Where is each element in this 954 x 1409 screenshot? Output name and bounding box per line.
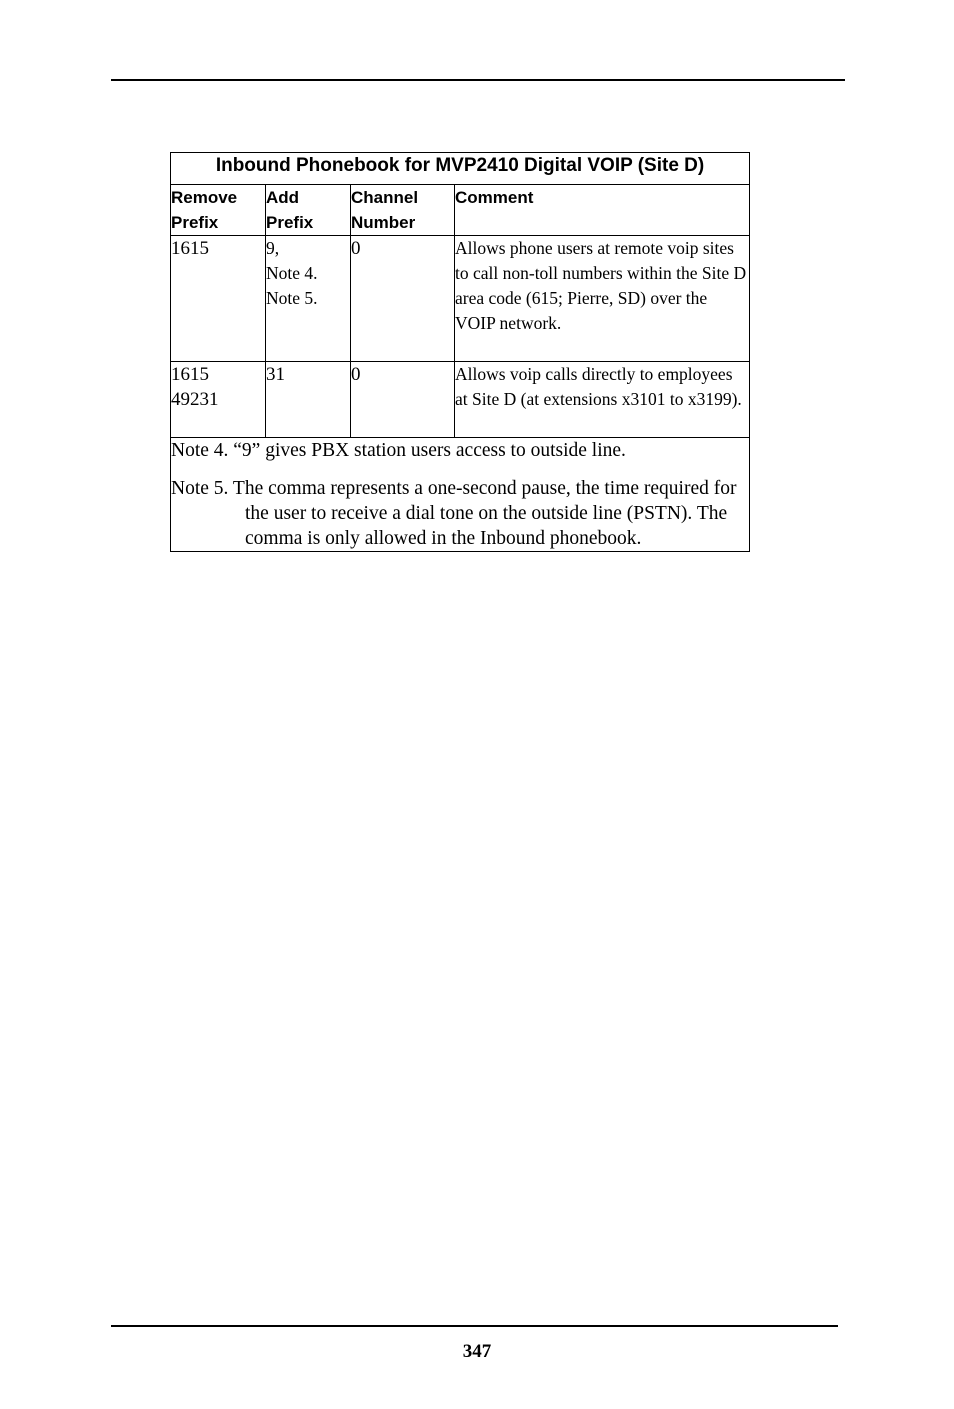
channel-number-cell: 0 xyxy=(351,362,455,438)
header-rule xyxy=(111,79,845,81)
remove-prefix-cell: 1615 xyxy=(171,236,266,362)
comment-cell: Allows voip calls directly to employees at Site D (at extensions x3101 to x3199). xyxy=(455,362,750,438)
page-number: 347 xyxy=(462,1341,492,1362)
column-header-add-prefix: Add Prefix xyxy=(266,185,351,236)
table-row xyxy=(171,236,750,362)
add-prefix-cell: 31 xyxy=(266,362,351,438)
notes-row xyxy=(171,438,750,552)
column-header-remove-prefix: Remove Prefix xyxy=(171,185,266,236)
add-prefix-cell: 9, Note 4. Note 5. xyxy=(266,236,351,362)
column-header-channel-number: Channel Number xyxy=(351,185,455,236)
inbound-phonebook-table xyxy=(170,152,750,552)
notes-cell xyxy=(171,438,750,552)
remove-prefix-cell: 1615 49231 xyxy=(171,362,266,438)
note-4: Note 4. “9” gives PBX station users access to outside line. xyxy=(171,440,626,461)
note-5: Note 5. The comma represents a one-second pause, the time required for the user to receive a dial tone on the outside line (PSTN). The comma is only allowed in the Inbound phonebook. xyxy=(171,478,737,549)
comment-cell: Allows phone users at remote voip sites to call non-toll numbers within the Site D area code (615; Pierre, SD) over the VOIP network. xyxy=(455,236,750,362)
channel-number-cell: 0 xyxy=(351,236,455,362)
table-row xyxy=(171,362,750,438)
footer-rule xyxy=(111,1325,838,1327)
table-title: Inbound Phonebook for MVP2410 Digital VOIP (Site D) xyxy=(171,153,750,185)
column-header-comment: Comment xyxy=(455,185,750,236)
